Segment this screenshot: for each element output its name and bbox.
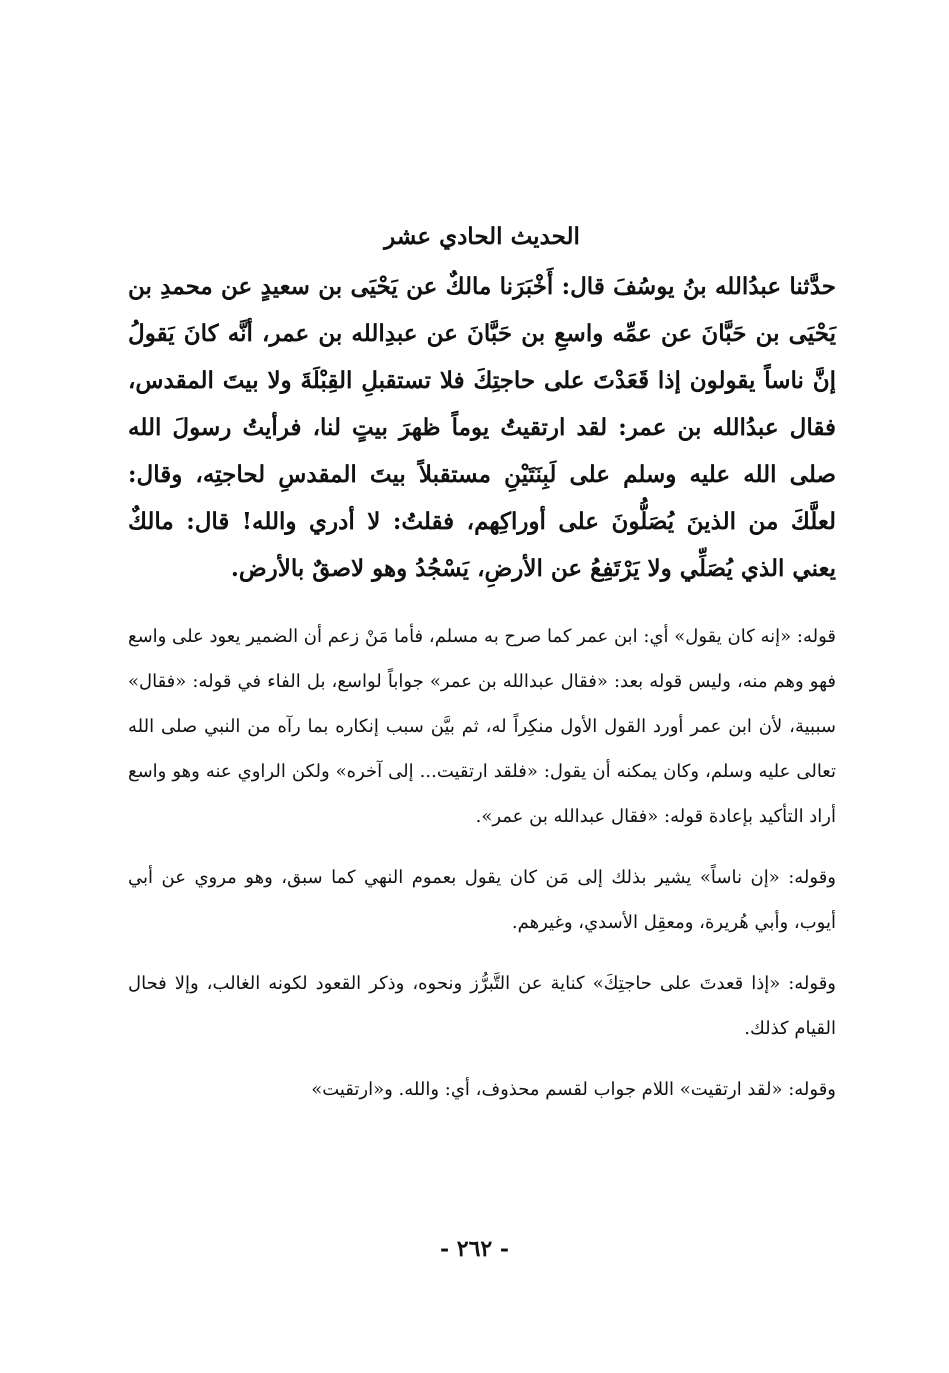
hadith-text-block: [128, 263, 836, 592]
page-number: - ٢٦٢ -: [439, 1236, 510, 1262]
commentary-paragraph: وقوله: «إن ناساً» يشير بذلك إلى مَن كان يقول بعموم النهي كما سبق، وهو مروي عن أبي أيوب، وأبي هُريرة، ومعقِل الأسدي، وغيرهم.: [128, 867, 836, 933]
page-content: [128, 215, 836, 1128]
hadith-text: حدَّثنا عبدُالله بنُ يوسُفَ قال: أَخْبَرَنا مالكٌ عن يَحْيَى بن سعيدٍ عن محمدِ بن يَحْيَى بن حَبَّانَ عن عمِّه واسعِ بن حَبَّانَ عن عبدِالله بن عمر، أنَّه كانَ يَقولُ إنَّ ناساً يقولون إذا قَعَدْتَ على حاجتِكَ فلا تستقبلِ القِبْلَةَ ولا بيتَ المقدس، فقال عبدُالله بن عمر: لقد ارتقيتُ يوماً ظهرَ بيتٍ لنا، فرأيتُ رسولَ الله صلى الله عليه وسلم على لَبِنَتَيْنِ مستقبلاً بيتَ المقدسِ لحاجتِه، وقال: لعلَّكَ من الذينَ يُصَلُّونَ على أوراكِهم، فقلتُ: لا أدري والله! قال: مالكٌ يعني الذي يُصَلِّي ولا يَرْتَفِعُ عن الأرضِ، يَسْجُدُ وهو لاصقٌ بالأرض.: [128, 273, 836, 582]
commentary-paragraph: قوله: «إنه كان يقول» أي: ابن عمر كما صرح به مسلم، فأما مَنْ زعم أن الضمير يعود على واسع فهو وهم منه، وليس قوله بعد: «فقال عبدالله بن عمر» جواباً لواسع، بل الفاء في قوله: «فقال» سببية، لأن ابن عمر أورد القول الأول منكِراً له، ثم بيَّن سبب إنكاره بما رآه من النبي صلى الله تعالى عليه وسلم، وكان يمكنه أن يقول: «فلقد ارتقيت... إلى آخره» ولكن الراوي عنه وهو واسع أراد التأكيد بإعادة قوله: «فقال عبدالله بن عمر».: [127, 626, 836, 827]
commentary-paragraph: وقوله: «لقد ارتقيت» اللام جواب لقسم محذوف، أي: والله. و«ارتقيت»: [311, 1079, 836, 1100]
hadith-title: الحديث الحادي عشر: [384, 223, 580, 250]
commentary-paragraph: وقوله: «إذا قعدتَ على حاجتِكَ» كناية عن التَّبرُّز ونحوه، وذكر القعود لكونه الغالب، وإلا فحال القيام كذلك.: [128, 973, 836, 1039]
commentary-block: [128, 614, 836, 1112]
